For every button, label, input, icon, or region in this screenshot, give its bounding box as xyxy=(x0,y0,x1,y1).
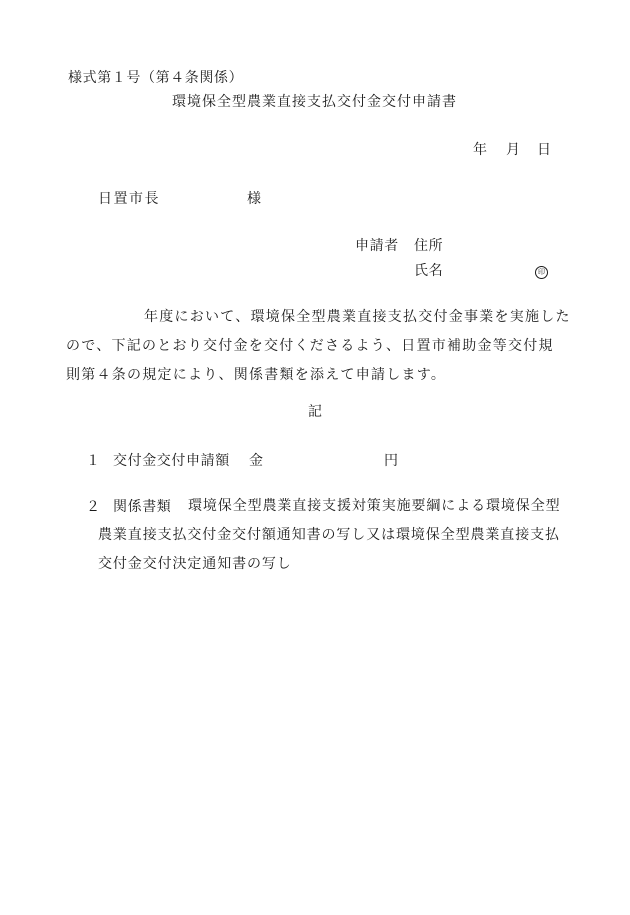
date-month: 月 xyxy=(506,142,521,158)
item-2-line-3: 交付金交付決定通知書の写し xyxy=(98,556,292,572)
body-line-2: ので、下記のとおり交付金を交付くださるよう、日置市補助金等交付規 xyxy=(66,338,554,354)
item-2-line-1: 環境保全型農業直接支援対策実施要綱による環境保全型 xyxy=(188,498,561,514)
item-1-unit: 円 xyxy=(384,453,399,469)
seal-mark: 印 xyxy=(535,266,548,279)
applicant-label: 申請者 xyxy=(355,238,399,254)
item-2-line-2: 農業直接支払交付金交付額通知書の写し又は環境保全型農業直接支払 xyxy=(98,527,560,543)
item-1-label: 交付金交付申請額 xyxy=(113,453,230,469)
date-year: 年 xyxy=(473,142,488,158)
item-2-number: ２ xyxy=(86,499,101,515)
body-paragraph xyxy=(66,303,571,390)
item-2-label: 関係書類 xyxy=(113,499,172,515)
item-1-prefix: 金 xyxy=(249,453,264,469)
name-label: 氏名 xyxy=(414,263,444,279)
addressee-name: 日置市長 xyxy=(98,191,160,207)
date-day: 日 xyxy=(537,142,552,158)
document-title: 環境保全型農業直接支払交付金交付申請書 xyxy=(172,94,457,110)
form-number: 様式第１号（第４条関係） xyxy=(68,70,244,86)
body-line-1: 年度において、環境保全型農業直接支払交付金事業を実施した xyxy=(144,309,571,325)
address-label: 住所 xyxy=(414,238,444,254)
ki-heading: 記 xyxy=(308,404,323,420)
item-1-number: １ xyxy=(86,453,101,469)
item-2-text xyxy=(82,492,572,579)
addressee-honorific: 様 xyxy=(247,191,262,207)
body-line-3: 則第４条の規定により、関係書類を添えて申請します。 xyxy=(66,367,447,383)
seal-mark-wrap xyxy=(535,261,548,281)
